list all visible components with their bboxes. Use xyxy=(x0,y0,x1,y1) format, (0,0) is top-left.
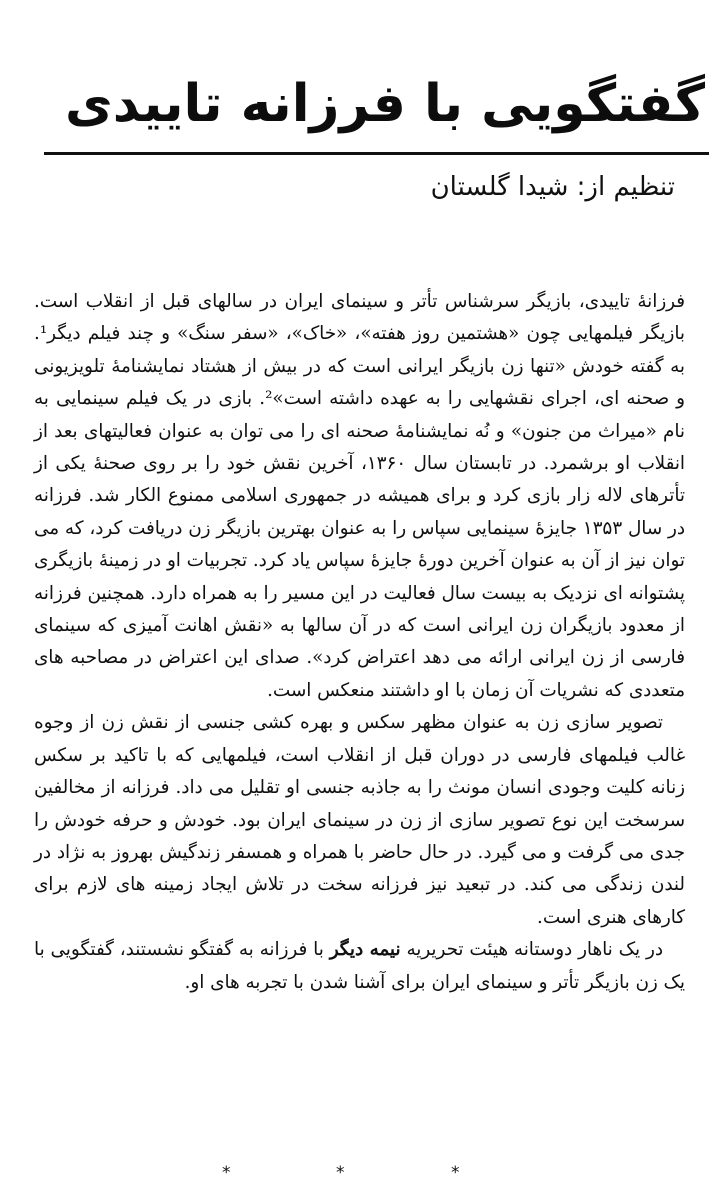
closing-paragraph-start: در یک ناهار دوستانه هیئت تحریریه xyxy=(400,939,663,961)
closing-paragraph-end: با فرزانه به گفتگو نشستند، گفتگویی با یک زن بازیگر تأتر و سینمای ایران برای آشنا شدن با تجربه های او. xyxy=(34,939,685,993)
title-divider xyxy=(44,152,709,155)
separator-star-icon: * xyxy=(451,1163,460,1183)
section-separator xyxy=(0,1158,721,1188)
separator-star-icon: * xyxy=(336,1163,345,1183)
article-byline: تنظیم از: شیدا گلستان xyxy=(430,172,675,202)
article-body xyxy=(34,286,685,999)
separator-star-icon: * xyxy=(222,1163,231,1183)
intro-paragraph: فرزانهٔ تاییدی، بازیگر سرشناس تأتر و سینمای ایران در سالهای قبل از انقلاب است. بازیگر فیلمهایی چون «هشتمین روز هفته»، «خاک»، «سفر سنگ» و چند فیلم دیگر¹. به گفته خودش «تنها زن بازیگر ایرانی است که در بیش از هشتاد نمایشنامهٔ تلویزیونی و صحنه ای، اجرای نقشهایی را به عهده داشته است»². بازی در یک فیلم سینمایی به نام «میراث من جنون» و نُه نمایشنامهٔ صحنه ای را می توان به عنوان فعالیتهای بعد از انقلاب او برشمرد. در تابستان سال ۱۳۶۰، آخرین نقش خود را بر روی صحنهٔ یکی از تأترهای لاله زار بازی کرد و برای همیشه در جمهوری اسلامی ممنوع الکار شد. فرزانه در سال ۱۳۵۳ جایزهٔ سینمایی سپاس را به عنوان بهترین بازیگر زن دریافت کرد، که می توان نیز از آن به عنوان آخرین دورهٔ جایزهٔ سپاس یاد کرد. تجربیات او در زمینهٔ بازیگری پشتوانه ای نزدیک به بیست سال فعالیت در این مسیر را به همراه دارد. همچنین فرزانه از معدود بازیگران زن ایرانی است که در آن سالها به «نقش اهانت آمیزی که سینمای فارسی از زن ایرانی ارائه می دهد اعتراض کرد». صدای این اعتراض در مصاحبه های متعددی که نشریات آن زمان با او داشتند منعکس است. xyxy=(34,291,685,701)
magazine-name: نیمه دیگر xyxy=(329,939,401,961)
closing-paragraph xyxy=(34,934,685,999)
article-title: گفتگویی با فرزانه تاییدی xyxy=(65,74,705,134)
body-paragraph: تصویر سازی زن به عنوان مظهر سکس و بهره کشی جنسی از نقش زن از وجوه غالب فیلمهای فارسی در دوران قبل از انقلاب است، فیلمهایی که با تاکید بر سکس زنانه کلیت وجودی انسان مونث را به جاذبه جنسی او تقلیل می داد. فرزانه از مخالفین سرسخت این نوع تصویر سازی از زن در سینمای ایران بود. خودش و حرفه خودش را جدی می گرفت و می گیرد. در حال حاضر با همراه و همسفر زندگیش بهروز به نژاد در لندن زندگی می کند. در تبعید نیز فرزانه سخت در تلاش ایجاد زمینه های لازم برای کارهای هنری است. xyxy=(34,712,685,928)
